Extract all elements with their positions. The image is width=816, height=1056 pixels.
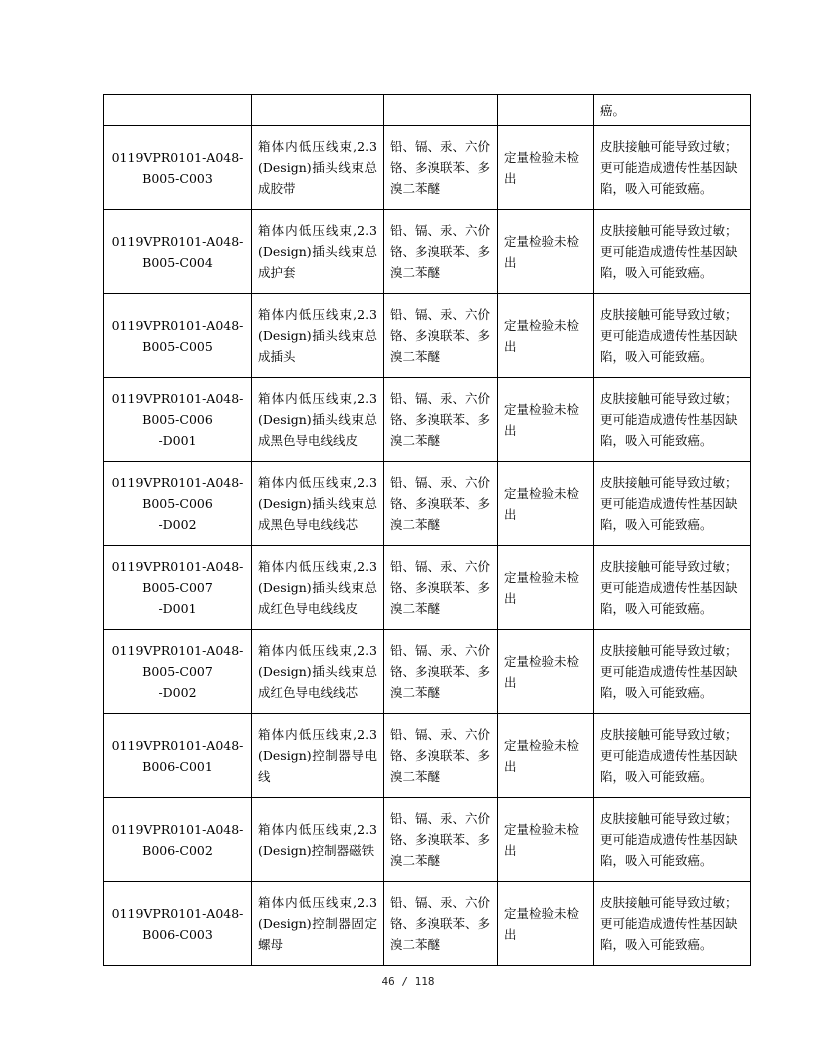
cell-part-description: 箱体内低压线束,2.3 (Design)插头线束总成黑色导电线线皮 xyxy=(252,378,384,462)
cell-part-description: 箱体内低压线束,2.3 (Design)控制器固定螺母 xyxy=(252,882,384,966)
cell-test-result: 定量检验未检出 xyxy=(498,126,594,210)
cell-test-result: 定量检验未检出 xyxy=(498,630,594,714)
cell-risk-statement: 皮肤接触可能导致过敏；更可能造成遗传性基因缺陷，吸入可能致癌。 xyxy=(594,294,751,378)
sample-code-line: 0119VPR0101-A048- xyxy=(111,905,244,921)
cell-part-empty xyxy=(252,95,384,126)
cell-substances: 铅、镉、汞、六价铬、多溴联苯、多溴二苯醚 xyxy=(384,714,498,798)
cell-part-description: 箱体内低压线束,2.3 (Design)控制器磁铁 xyxy=(252,798,384,882)
cell-test-result: 定量检验未检出 xyxy=(498,378,594,462)
cell-sample-code xyxy=(104,714,252,798)
table-row xyxy=(104,882,751,966)
cell-sample-code xyxy=(104,882,252,966)
cell-substances: 铅、镉、汞、六价铬、多溴联苯、多溴二苯醚 xyxy=(384,882,498,966)
table-row xyxy=(104,546,751,630)
sample-code-line: -D001 xyxy=(158,433,197,448)
cell-part-description: 箱体内低压线束,2.3 (Design)插头线束总成胶带 xyxy=(252,126,384,210)
cell-sample-code xyxy=(104,798,252,882)
cell-sample-code xyxy=(104,546,252,630)
cell-part-description: 箱体内低压线束,2.3 (Design)控制器导电线 xyxy=(252,714,384,798)
cell-risk-statement: 皮肤接触可能导致过敏；更可能造成遗传性基因缺陷，吸入可能致癌。 xyxy=(594,462,751,546)
sample-code-line: 0119VPR0101-A048- xyxy=(111,391,244,406)
cell-risk-continued: 癌。 xyxy=(594,95,751,126)
table-row xyxy=(104,378,751,462)
sample-code-line: 0119VPR0101-A048- xyxy=(111,317,244,333)
cell-test-result: 定量检验未检出 xyxy=(498,882,594,966)
sample-code-line: B005-C007 xyxy=(142,664,213,679)
sample-code-line: B006-C002 xyxy=(142,842,213,858)
cell-sample-code xyxy=(104,378,252,462)
cell-sample-code xyxy=(104,210,252,294)
sample-code-line: 0119VPR0101-A048- xyxy=(111,821,244,837)
table-row-continued xyxy=(104,95,751,126)
cell-substances: 铅、镉、汞、六价铬、多溴联苯、多溴二苯醚 xyxy=(384,210,498,294)
cell-test-result: 定量检验未检出 xyxy=(498,294,594,378)
table-body xyxy=(104,95,751,966)
table-row xyxy=(104,210,751,294)
cell-risk-statement: 皮肤接触可能导致过敏；更可能造成遗传性基因缺陷，吸入可能致癌。 xyxy=(594,126,751,210)
sample-code-line: -D001 xyxy=(158,601,197,616)
table-row xyxy=(104,462,751,546)
sample-code-line: 0119VPR0101-A048- xyxy=(111,149,244,165)
cell-part-description: 箱体内低压线束,2.3 (Design)插头线束总成插头 xyxy=(252,294,384,378)
cell-test-result: 定量检验未检出 xyxy=(498,462,594,546)
sample-code-line: B005-C005 xyxy=(142,338,213,354)
cell-substances-empty xyxy=(384,95,498,126)
cell-part-description: 箱体内低压线束,2.3 (Design)插头线束总成红色导电线线芯 xyxy=(252,630,384,714)
cell-substances: 铅、镉、汞、六价铬、多溴联苯、多溴二苯醚 xyxy=(384,294,498,378)
sample-code-line: B005-C006 xyxy=(142,496,213,511)
cell-risk-statement: 皮肤接触可能导致过敏；更可能造成遗传性基因缺陷，吸入可能致癌。 xyxy=(594,378,751,462)
cell-substances: 铅、镉、汞、六价铬、多溴联苯、多溴二苯醚 xyxy=(384,462,498,546)
sample-code-line: B006-C001 xyxy=(142,758,213,774)
cell-substances: 铅、镉、汞、六价铬、多溴联苯、多溴二苯醚 xyxy=(384,798,498,882)
table-row xyxy=(104,714,751,798)
cell-part-description: 箱体内低压线束,2.3 (Design)插头线束总成黑色导电线线芯 xyxy=(252,462,384,546)
sample-code-line: B006-C003 xyxy=(142,926,213,942)
cell-test-result: 定量检验未检出 xyxy=(498,546,594,630)
cell-part-description: 箱体内低压线束,2.3 (Design)插头线束总成护套 xyxy=(252,210,384,294)
table-row xyxy=(104,294,751,378)
sample-code-line: B005-C006 xyxy=(142,412,213,427)
sample-code-line: 0119VPR0101-A048- xyxy=(111,559,244,574)
sample-code-line: 0119VPR0101-A048- xyxy=(111,643,244,658)
sample-code-line: 0119VPR0101-A048- xyxy=(111,737,244,753)
cell-test-result: 定量检验未检出 xyxy=(498,714,594,798)
sample-code-line: -D002 xyxy=(158,517,197,532)
sample-code-line: B005-C004 xyxy=(142,254,213,270)
cell-substances: 铅、镉、汞、六价铬、多溴联苯、多溴二苯醚 xyxy=(384,378,498,462)
cell-risk-statement: 皮肤接触可能导致过敏；更可能造成遗传性基因缺陷，吸入可能致癌。 xyxy=(594,546,751,630)
sample-code-line: 0119VPR0101-A048- xyxy=(111,233,244,249)
cell-test-result: 定量检验未检出 xyxy=(498,210,594,294)
cell-sample-code xyxy=(104,126,252,210)
cell-test-result: 定量检验未检出 xyxy=(498,798,594,882)
table-row xyxy=(104,126,751,210)
test-results-table xyxy=(103,94,751,966)
cell-sample-code xyxy=(104,630,252,714)
table-row xyxy=(104,630,751,714)
cell-sample-code xyxy=(104,294,252,378)
cell-risk-statement: 皮肤接触可能导致过敏；更可能造成遗传性基因缺陷，吸入可能致癌。 xyxy=(594,798,751,882)
cell-risk-statement: 皮肤接触可能导致过敏；更可能造成遗传性基因缺陷，吸入可能致癌。 xyxy=(594,630,751,714)
cell-risk-statement: 皮肤接触可能导致过敏；更可能造成遗传性基因缺陷，吸入可能致癌。 xyxy=(594,210,751,294)
cell-result-empty xyxy=(498,95,594,126)
cell-risk-statement: 皮肤接触可能导致过敏；更可能造成遗传性基因缺陷，吸入可能致癌。 xyxy=(594,882,751,966)
cell-sample-code xyxy=(104,462,252,546)
page-number: 46 / 118 xyxy=(381,975,435,988)
cell-code-empty xyxy=(104,95,252,126)
cell-risk-statement: 皮肤接触可能导致过敏；更可能造成遗传性基因缺陷，吸入可能致癌。 xyxy=(594,714,751,798)
cell-substances: 铅、镉、汞、六价铬、多溴联苯、多溴二苯醚 xyxy=(384,546,498,630)
sample-code-line: 0119VPR0101-A048- xyxy=(111,475,244,490)
sample-code-line: -D002 xyxy=(158,685,197,700)
sample-code-line: B005-C003 xyxy=(142,170,213,186)
cell-substances: 铅、镉、汞、六价铬、多溴联苯、多溴二苯醚 xyxy=(384,126,498,210)
table-row xyxy=(104,798,751,882)
sample-code-line: B005-C007 xyxy=(142,580,213,595)
cell-part-description: 箱体内低压线束,2.3 (Design)插头线束总成红色导电线线皮 xyxy=(252,546,384,630)
cell-substances: 铅、镉、汞、六价铬、多溴联苯、多溴二苯醚 xyxy=(384,630,498,714)
